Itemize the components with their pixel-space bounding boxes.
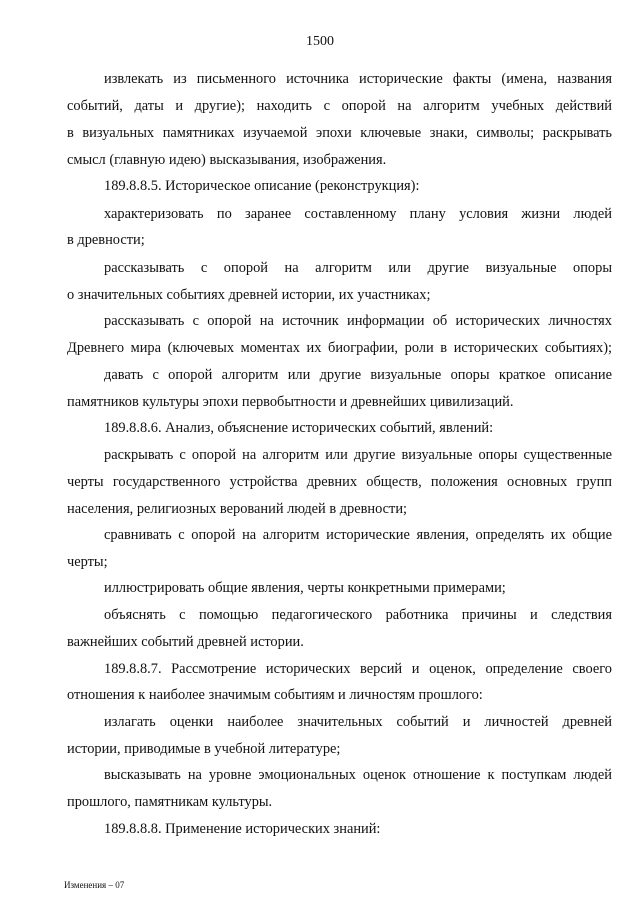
text-line: высказывать на уровне эмоциональных оценок отношение к поступкам людей (104, 767, 612, 783)
section-heading: 189.8.8.5. Историческое описание (реконструкция): (104, 178, 420, 194)
text-line: рассказывать с опорой на источник информации об исторических личностях (104, 313, 612, 329)
text-line: отношения к наиболее значимым событиям и личностям прошлого: (67, 687, 483, 703)
text-line: о значительных событиях древней истории, их участниках; (67, 287, 431, 303)
section-heading: 189.8.8.6. Анализ, объяснение исторических событий, явлений: (104, 420, 494, 436)
footer-revision-label: Изменения – 07 (64, 880, 125, 890)
page-number: 1500 (306, 34, 334, 49)
text-line: прошлого, памятникам культуры. (67, 794, 273, 810)
section-heading: 189.8.8.8. Применение исторических знаний: (104, 821, 381, 837)
text-line: Древнего мира (ключевых моментах их биографии, роли в исторических событиях); (67, 340, 612, 356)
text-line: иллюстрировать общие явления, черты конкретными примерами; (104, 580, 506, 596)
text-line: в визуальных памятниках изучаемой эпохи ключевые знаки, символы; раскрывать (67, 125, 612, 141)
text-line: давать с опорой алгоритм или другие визуальные опоры краткое описание (104, 367, 612, 383)
text-line: характеризовать по заранее составленному плану условия жизни людей (104, 206, 612, 222)
text-line: событий, даты и другие); находить с опорой на алгоритм учебных действий (67, 98, 612, 114)
text-line: населения, религиозных верований людей в древности; (67, 501, 408, 517)
text-line: истории, приводимые в учебной литературе; (67, 741, 341, 757)
text-line: излагать оценки наиболее значительных событий и личностей древней (104, 714, 612, 730)
text-line: сравнивать с опорой на алгоритм исторические явления, определять их общие (104, 527, 612, 543)
text-line: раскрывать с опорой на алгоритм или другие визуальные опоры существенные (104, 447, 612, 463)
text-line: важнейших событий древней истории. (67, 634, 304, 650)
text-line: объяснять с помощью педагогического работника причины и следствия (104, 607, 612, 623)
text-line: извлекать из письменного источника исторические факты (имена, названия (104, 71, 612, 87)
text-line: черты; (67, 554, 108, 570)
text-line: в древности; (67, 232, 145, 248)
text-line: черты государственного устройства древних обществ, положения основных групп (67, 474, 612, 490)
text-line: смысл (главную идею) высказывания, изображения. (67, 152, 387, 168)
text-line: памятников культуры эпохи первобытности и древнейших цивилизаций. (67, 394, 514, 410)
text-line: рассказывать с опорой на алгоритм или другие визуальные опоры (104, 260, 612, 276)
section-heading: 189.8.8.7. Рассмотрение исторических версий и оценок, определение своего (104, 661, 612, 677)
